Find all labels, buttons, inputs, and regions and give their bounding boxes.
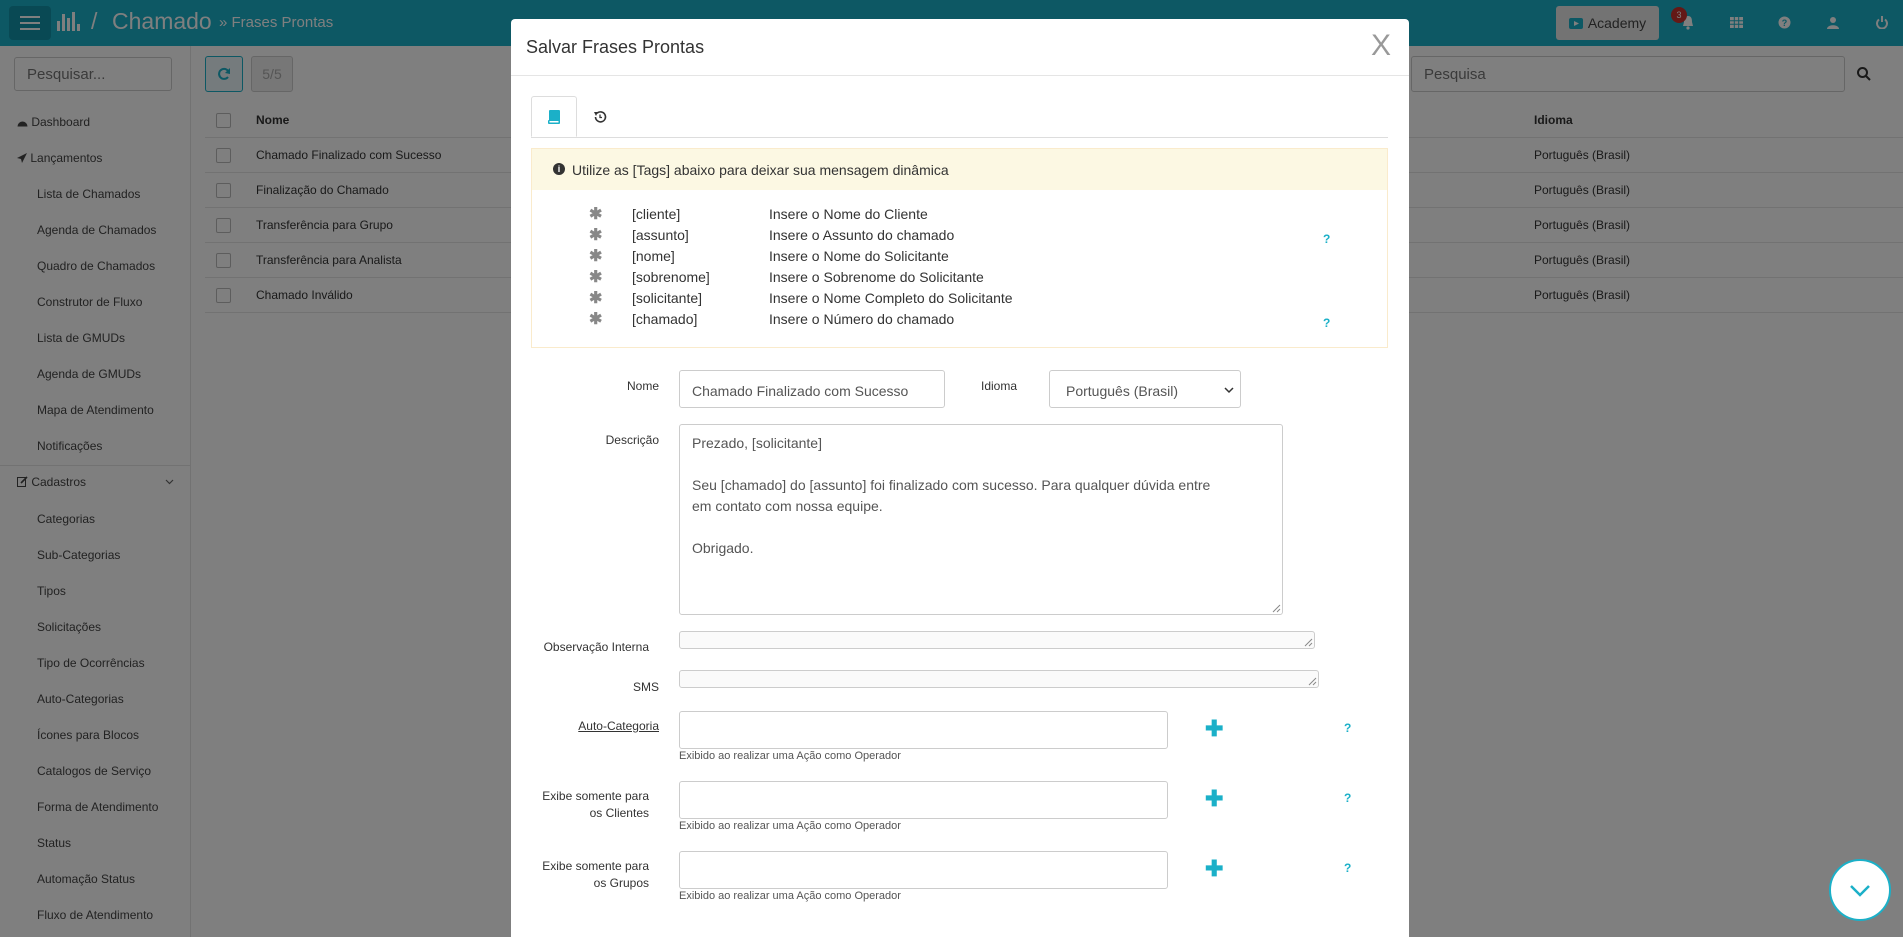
asterisk-icon: ✱ [589,269,603,286]
tag-name: [cliente] [632,206,681,222]
nome-input[interactable]: Chamado Finalizado com Sucesso [679,370,945,408]
idioma-label: Idioma [981,379,1018,393]
descricao-label: Descrição [605,433,659,447]
tag-item [532,267,1387,288]
add-grupo-button[interactable]: ✚ [1205,856,1224,881]
tag-description: Insere o Assunto do chamado [769,227,955,243]
descricao-line: Seu [chamado] do [assunto] foi finalizado com sucesso. Para qualquer dúvida entre [692,477,1211,493]
descricao-line: em contato com nossa equipe. [692,498,883,514]
idioma-select[interactable] [1049,370,1241,408]
clientes-help-icon[interactable]: ? [1344,791,1352,805]
resize-grip-icon[interactable] [1271,603,1281,613]
book-icon [548,110,560,124]
tag-name: [nome] [632,248,675,264]
add-auto-categoria-button[interactable]: ✚ [1205,716,1224,741]
clientes-input[interactable] [679,781,1168,819]
asterisk-icon: ✱ [589,206,603,223]
tags-info-text: Utilize as [Tags] abaixo para deixar sua mensagem dinâmica [572,162,949,178]
observacao-interna-label: Observação Interna [543,640,649,654]
auto-categoria-input[interactable] [679,711,1168,749]
descricao-line: Prezado, [solicitante] [692,435,822,451]
tag-item [532,246,1387,267]
tab-history[interactable] [577,96,623,137]
tag-description: Insere o Nome Completo do Solicitante [769,290,1013,306]
resize-grip-icon[interactable] [1307,676,1317,686]
tag-item [532,204,1387,225]
auto-categoria-help-text: Exibido ao realizar uma Ação como Operador [679,750,901,762]
tag-description: Insere o Número do chamado [769,311,955,327]
asterisk-icon: ✱ [589,227,603,244]
descricao-textarea[interactable] [679,424,1283,615]
sms-textarea[interactable] [679,670,1319,688]
auto-categoria-link[interactable]: Auto-Categoria [578,719,659,733]
tag-name: [sobrenome] [632,269,710,285]
modal-header [511,19,1409,76]
tag-name: [chamado] [632,311,698,327]
grupos-help-text: Exibido ao realizar uma Ação como Operador [679,890,901,902]
observacao-interna-textarea[interactable] [679,631,1315,649]
grupos-input[interactable] [679,851,1168,889]
modal-close-button[interactable]: X [1371,29,1392,62]
clientes-label-line1: Exibe somente para [542,789,649,803]
descricao-line: Obrigado. [692,540,754,556]
clientes-label-line2: os Clientes [589,806,649,820]
grupos-label-line2: os Grupos [593,876,649,890]
tags-info-panel [531,148,1388,348]
grupos-label [511,859,649,890]
modal-title: Salvar Frases Prontas [526,37,705,57]
add-cliente-button[interactable]: ✚ [1205,786,1224,811]
history-icon [593,110,607,124]
tags-info-header [532,149,1387,190]
tag-description: Insere o Nome do Solicitante [769,248,949,264]
tab-form[interactable] [531,96,577,137]
chevron-down-icon [1849,884,1871,897]
scroll-down-button[interactable] [1829,859,1891,921]
tags-help-icon[interactable]: ? [1323,232,1331,246]
tags-help-icon-2[interactable]: ? [1323,316,1331,330]
tag-item [532,309,1387,330]
resize-grip-icon[interactable] [1303,637,1313,647]
tag-name: [assunto] [632,227,689,243]
info-circle-icon: i [553,163,565,175]
save-phrase-modal [511,19,1409,937]
asterisk-icon: ✱ [589,311,603,328]
tag-name: [solicitante] [632,290,703,306]
grupos-label-line1: Exibe somente para [542,859,649,873]
tag-item [532,225,1387,246]
sms-label: SMS [632,680,659,694]
clientes-label [511,789,649,820]
chevron-down-icon [1224,387,1234,394]
nome-label: Nome [626,379,659,393]
auto-categoria-help-icon[interactable]: ? [1344,721,1352,735]
asterisk-icon: ✱ [589,248,603,265]
clientes-help-text: Exibido ao realizar uma Ação como Operador [679,820,901,832]
asterisk-icon: ✱ [589,290,603,307]
idioma-selected-value: Português (Brasil) [1066,383,1179,399]
tag-description: Insere o Sobrenome do Solicitante [769,269,984,285]
grupos-help-icon[interactable]: ? [1344,861,1352,875]
tag-item [532,288,1387,309]
modal-tabs [531,96,1388,138]
tag-description: Insere o Nome do Cliente [769,206,928,222]
